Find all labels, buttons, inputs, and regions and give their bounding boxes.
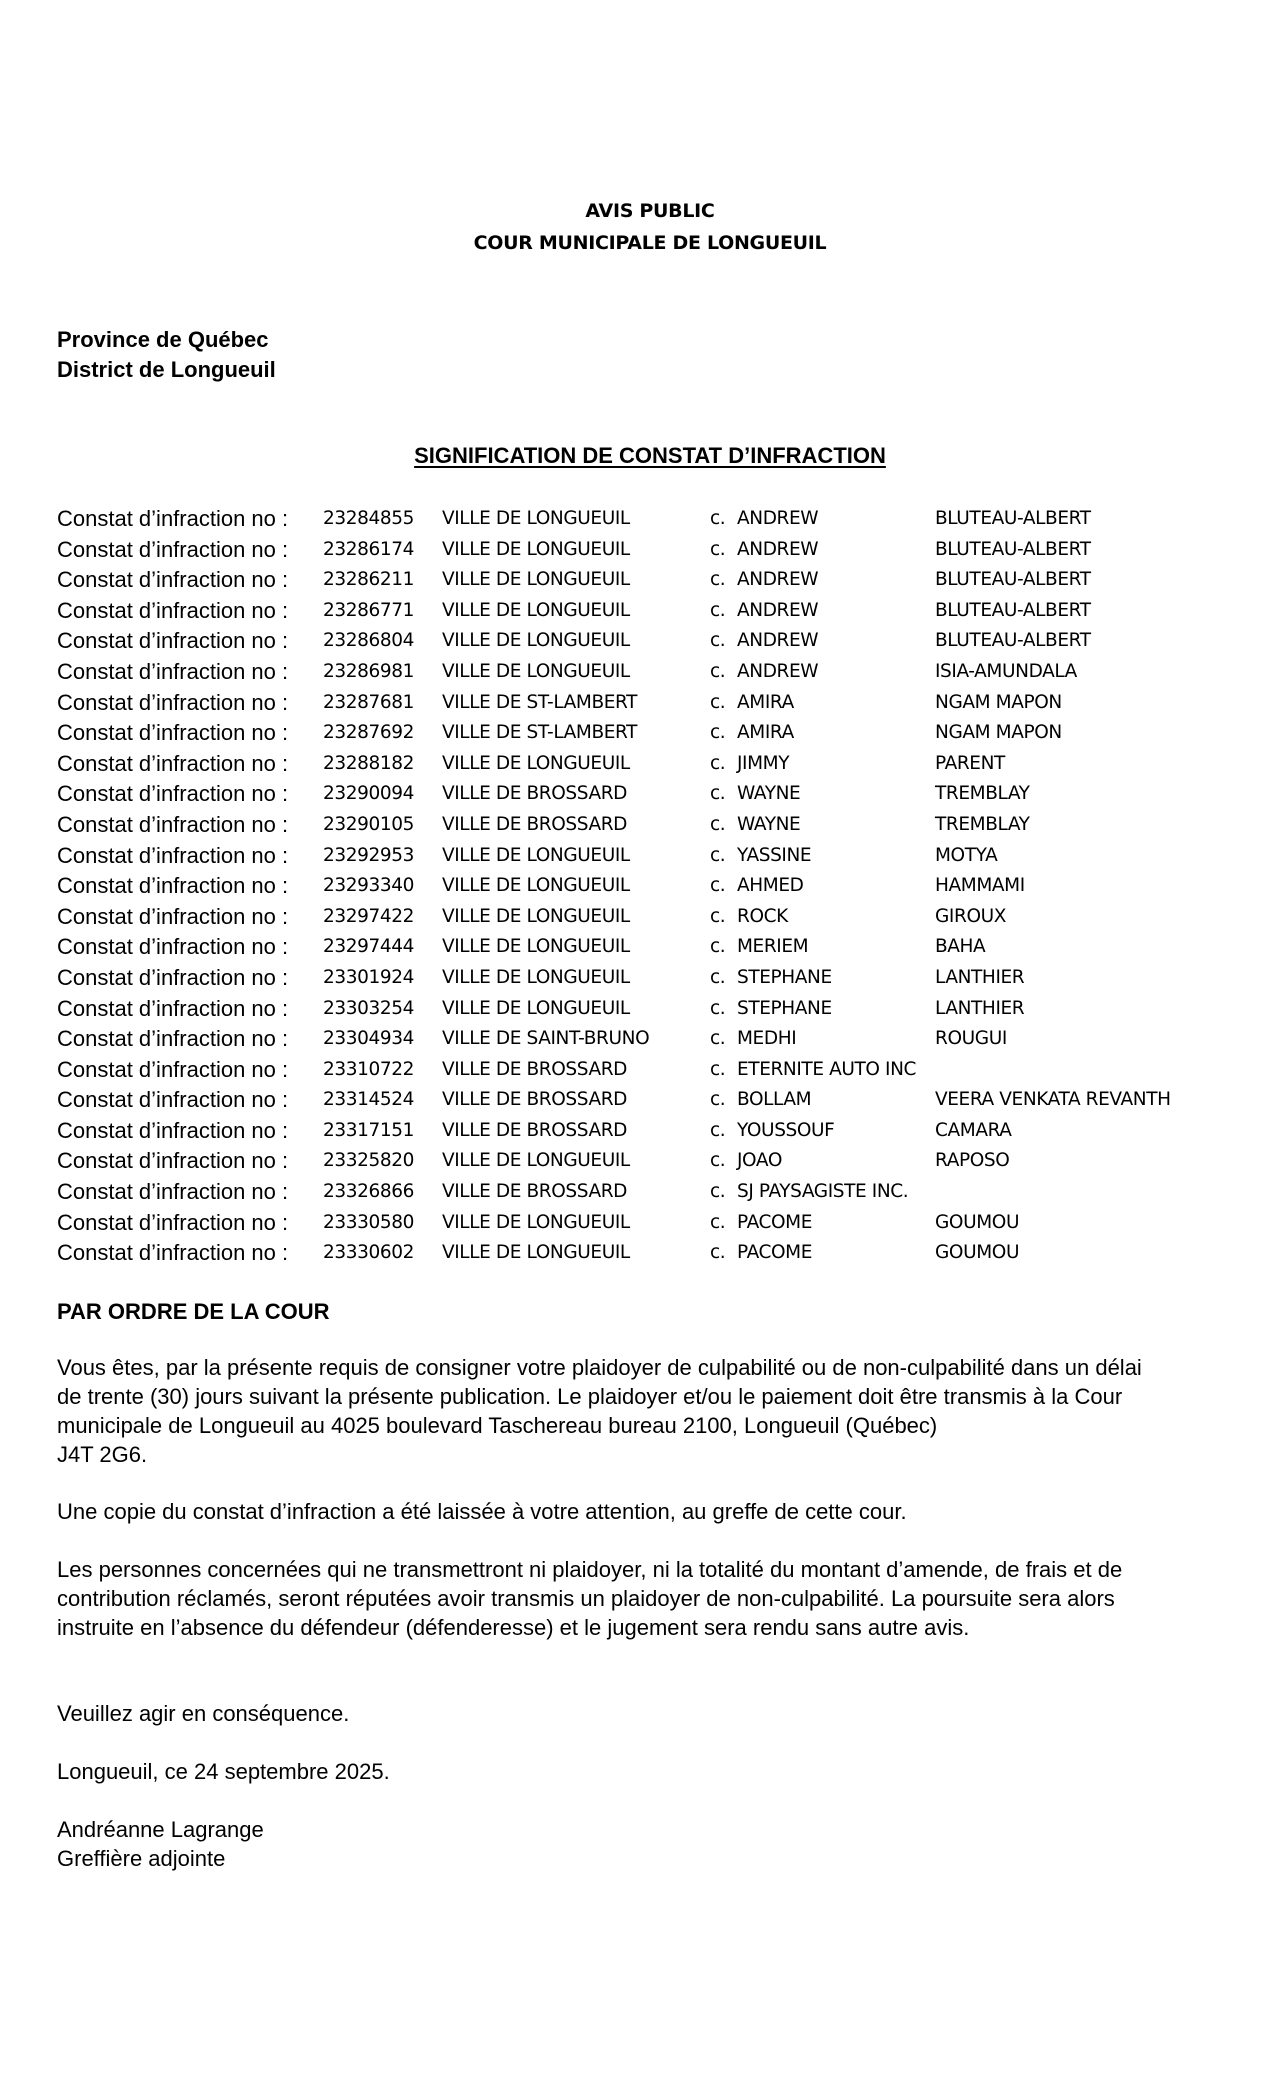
infraction-label: Constat d’infraction no : [57, 1026, 289, 1052]
infraction-number: 23301924 [323, 966, 414, 988]
defendant-last-name: BLUTEAU-ALBERT [935, 599, 1091, 621]
infraction-row [57, 718, 1257, 749]
infraction-label: Constat d’infraction no : [57, 720, 289, 746]
infraction-number: 23288182 [323, 752, 414, 774]
infraction-number: 23326866 [323, 1181, 414, 1203]
infraction-number: 23303254 [323, 997, 414, 1019]
prosecutor-city: VILLE DE LONGUEUIL [442, 997, 630, 1019]
signature-name: Andréanne Lagrange [57, 1817, 264, 1842]
defendant-last-name: BLUTEAU-ALBERT [935, 630, 1091, 652]
defendant-first-name: MEDHI [737, 1028, 797, 1050]
infraction-number: 23310722 [323, 1058, 414, 1080]
prosecutor-city: VILLE DE LONGUEUIL [442, 905, 630, 927]
versus-marker: c. [710, 813, 726, 835]
infraction-label: Constat d’infraction no : [57, 842, 289, 868]
infraction-row [57, 504, 1257, 535]
infraction-number: 23290094 [323, 783, 414, 805]
paragraph-line: de trente (30) jours suivant la présente publication. Le plaidoyer et/ou le paiement doit être transmis à la Cour [57, 1384, 1123, 1409]
infraction-number: 23290105 [323, 813, 414, 835]
infraction-row [57, 688, 1257, 719]
infraction-row [57, 902, 1257, 933]
prosecutor-city: VILLE DE LONGUEUIL [442, 538, 630, 560]
versus-marker: c. [710, 752, 726, 774]
paragraph-line: instruite en l’absence du défendeur (défenderesse) et le jugement sera rendu sans autre avis. [57, 1615, 970, 1640]
infraction-row [57, 749, 1257, 780]
defendant-last-name: LANTHIER [935, 966, 1025, 988]
defendant-last-name: NGAM MAPON [935, 691, 1062, 713]
defendant-last-name: LANTHIER [935, 997, 1025, 1019]
versus-marker: c. [710, 1150, 726, 1172]
province-label: Province de Québec [57, 327, 269, 352]
defendant-first-name: BOLLAM [737, 1089, 812, 1111]
district-label: District de Longueuil [57, 357, 276, 382]
prosecutor-city: VILLE DE BROSSARD [442, 813, 628, 835]
infraction-label: Constat d’infraction no : [57, 781, 289, 807]
infraction-label: Constat d’infraction no : [57, 567, 289, 593]
defendant-last-name: ISIA-AMUNDALA [935, 660, 1077, 682]
infraction-row [57, 626, 1257, 657]
versus-marker: c. [710, 508, 726, 529]
infraction-label: Constat d’infraction no : [57, 1087, 289, 1113]
versus-marker: c. [710, 1089, 726, 1111]
infraction-row [57, 1238, 1257, 1269]
defendant-last-name: HAMMAMI [935, 875, 1025, 897]
prosecutor-city: VILLE DE LONGUEUIL [442, 1211, 630, 1233]
prosecutor-city: VILLE DE LONGUEUIL [442, 752, 630, 774]
versus-marker: c. [710, 1181, 726, 1203]
prosecutor-city: VILLE DE LONGUEUIL [442, 936, 630, 958]
infraction-row [57, 657, 1257, 688]
infraction-label: Constat d’infraction no : [57, 597, 289, 623]
versus-marker: c. [710, 660, 726, 682]
infraction-label: Constat d’infraction no : [57, 750, 289, 776]
defendant-first-name: YASSINE [737, 844, 812, 866]
infraction-row [57, 1085, 1257, 1116]
defendant-last-name: BLUTEAU-ALBERT [935, 538, 1091, 560]
infraction-label: Constat d’infraction no : [57, 1056, 289, 1082]
infraction-row [57, 1177, 1257, 1208]
prosecutor-city: VILLE DE LONGUEUIL [442, 966, 630, 988]
defendant-first-name: PACOME [737, 1211, 813, 1233]
notice-type-heading: AVIS PUBLIC [585, 200, 715, 222]
order-heading: PAR ORDRE DE LA COUR [57, 1299, 330, 1324]
defendant-last-name: BLUTEAU-ALBERT [935, 508, 1091, 529]
versus-marker: c. [710, 691, 726, 713]
paragraph-line: Vous êtes, par la présente requis de consigner votre plaidoyer de culpabilité ou de non-culpabilité dans un délai [57, 1355, 1142, 1380]
infraction-number: 23330580 [323, 1211, 414, 1233]
infraction-label: Constat d’infraction no : [57, 658, 289, 684]
defendant-first-name: MERIEM [737, 936, 809, 958]
defendant-first-name: YOUSSOUF [737, 1119, 835, 1141]
defendant-first-name: ANDREW [737, 599, 819, 621]
infraction-label: Constat d’infraction no : [57, 964, 289, 990]
defendant-last-name: RAPOSO [935, 1150, 1010, 1172]
infraction-label: Constat d’infraction no : [57, 903, 289, 929]
defendant-last-name: TREMBLAY [935, 783, 1030, 805]
infraction-row [57, 810, 1257, 841]
defendant-first-name: ANDREW [737, 630, 819, 652]
defendant-first-name: ANDREW [737, 660, 819, 682]
infraction-row [57, 841, 1257, 872]
prosecutor-city: VILLE DE ST-LAMBERT [442, 691, 638, 713]
paragraph-consequences [57, 1555, 1227, 1642]
defendant-first-name: AHMED [737, 875, 804, 897]
defendant-last-name: CAMARA [935, 1119, 1012, 1141]
infraction-number: 23330602 [323, 1242, 414, 1264]
prosecutor-city: VILLE DE LONGUEUIL [442, 660, 630, 682]
defendant-last-name: TREMBLAY [935, 813, 1030, 835]
paragraph-line: municipale de Longueuil au 4025 boulevard Taschereau bureau 2100, Longueuil (Québec) [57, 1413, 938, 1438]
infraction-label: Constat d’infraction no : [57, 1209, 289, 1235]
prosecutor-city: VILLE DE LONGUEUIL [442, 844, 630, 866]
infraction-number: 23317151 [323, 1119, 414, 1141]
infraction-row [57, 565, 1257, 596]
prosecutor-city: VILLE DE LONGUEUIL [442, 599, 630, 621]
versus-marker: c. [710, 936, 726, 958]
prosecutor-city: VILLE DE LONGUEUIL [442, 1242, 630, 1264]
infraction-number: 23287692 [323, 722, 414, 744]
versus-marker: c. [710, 783, 726, 805]
infraction-label: Constat d’infraction no : [57, 1179, 289, 1205]
infraction-number: 23287681 [323, 691, 414, 713]
defendant-first-name: WAYNE [737, 783, 801, 805]
defendant-first-name: WAYNE [737, 813, 801, 835]
prosecutor-city: VILLE DE BROSSARD [442, 1089, 628, 1111]
infraction-label: Constat d’infraction no : [57, 811, 289, 837]
section-title: SIGNIFICATION DE CONSTAT D’INFRACTION [414, 443, 886, 468]
versus-marker: c. [710, 1211, 726, 1233]
infraction-row [57, 1116, 1257, 1147]
infraction-number: 23297422 [323, 905, 414, 927]
paragraph-line: Les personnes concernées qui ne transmettront ni plaidoyer, ni la totalité du montant d’amende, de frais et de [57, 1557, 1123, 1582]
defendant-last-name: MOTYA [935, 844, 998, 866]
defendant-first-name: STEPHANE [737, 997, 832, 1019]
versus-marker: c. [710, 905, 726, 927]
prosecutor-city: VILLE DE SAINT-BRUNO [442, 1028, 650, 1050]
defendant-last-name: GIROUX [935, 905, 1007, 927]
infraction-row [57, 963, 1257, 994]
signature-title: Greffière adjointe [57, 1846, 226, 1871]
defendant-first-name: JOAO [737, 1150, 782, 1172]
paragraph-plea-request [57, 1353, 1227, 1469]
infraction-number: 23286771 [323, 599, 414, 621]
infraction-list [57, 504, 1257, 1269]
defendant-first-name: ETERNITE AUTO INC [737, 1058, 917, 1080]
versus-marker: c. [710, 599, 726, 621]
infraction-label: Constat d’infraction no : [57, 536, 289, 562]
infraction-row [57, 871, 1257, 902]
infraction-row [57, 535, 1257, 566]
versus-marker: c. [710, 997, 726, 1019]
prosecutor-city: VILLE DE LONGUEUIL [442, 1150, 630, 1172]
versus-marker: c. [710, 844, 726, 866]
infraction-row [57, 994, 1257, 1025]
defendant-first-name: ROCK [737, 905, 788, 927]
defendant-last-name: ROUGUI [935, 1028, 1007, 1050]
defendant-first-name: AMIRA [737, 691, 794, 713]
versus-marker: c. [710, 538, 726, 560]
defendant-first-name: JIMMY [737, 752, 790, 774]
infraction-number: 23297444 [323, 936, 414, 958]
infraction-number: 23286174 [323, 538, 414, 560]
infraction-label: Constat d’infraction no : [57, 1240, 289, 1266]
versus-marker: c. [710, 966, 726, 988]
versus-marker: c. [710, 875, 726, 897]
infraction-number: 23325820 [323, 1150, 414, 1172]
defendant-last-name: GOUMOU [935, 1211, 1020, 1233]
defendant-last-name: BLUTEAU-ALBERT [935, 569, 1091, 591]
paragraph-act-accordingly: Veuillez agir en conséquence. [57, 1701, 350, 1726]
paragraph-copy-notice: Une copie du constat d’infraction a été laissée à votre attention, au greffe de cette cour. [57, 1499, 907, 1524]
infraction-row [57, 1024, 1257, 1055]
infraction-label: Constat d’infraction no : [57, 934, 289, 960]
versus-marker: c. [710, 1242, 726, 1264]
infraction-label: Constat d’infraction no : [57, 873, 289, 899]
infraction-label: Constat d’infraction no : [57, 506, 289, 531]
infraction-number: 23292953 [323, 844, 414, 866]
infraction-number: 23304934 [323, 1028, 414, 1050]
defendant-first-name: ANDREW [737, 508, 819, 529]
versus-marker: c. [710, 569, 726, 591]
prosecutor-city: VILLE DE LONGUEUIL [442, 508, 630, 529]
defendant-last-name: GOUMOU [935, 1242, 1020, 1264]
infraction-row [57, 779, 1257, 810]
prosecutor-city: VILLE DE ST-LAMBERT [442, 722, 638, 744]
infraction-row [57, 596, 1257, 627]
paragraph-line: J4T 2G6. [57, 1442, 148, 1467]
defendant-last-name: NGAM MAPON [935, 722, 1062, 744]
paragraph-line: contribution réclamés, seront réputées avoir transmis un plaidoyer de non-culpabilité. La poursuite sera alors [57, 1586, 1115, 1611]
defendant-first-name: AMIRA [737, 722, 794, 744]
infraction-row [57, 1146, 1257, 1177]
infraction-row [57, 1055, 1257, 1086]
versus-marker: c. [710, 1028, 726, 1050]
versus-marker: c. [710, 1058, 726, 1080]
infraction-label: Constat d’infraction no : [57, 1117, 289, 1143]
court-name-heading: COUR MUNICIPALE DE LONGUEUIL [473, 232, 827, 254]
prosecutor-city: VILLE DE LONGUEUIL [442, 569, 630, 591]
infraction-row [57, 932, 1257, 963]
infraction-label: Constat d’infraction no : [57, 1148, 289, 1174]
infraction-number: 23314524 [323, 1089, 414, 1111]
infraction-label: Constat d’infraction no : [57, 689, 289, 715]
prosecutor-city: VILLE DE LONGUEUIL [442, 630, 630, 652]
prosecutor-city: VILLE DE BROSSARD [442, 1119, 628, 1141]
prosecutor-city: VILLE DE BROSSARD [442, 1058, 628, 1080]
defendant-first-name: ANDREW [737, 538, 819, 560]
infraction-label: Constat d’infraction no : [57, 995, 289, 1021]
defendant-last-name: VEERA VENKATA REVANTH [935, 1089, 1171, 1111]
infraction-number: 23286804 [323, 630, 414, 652]
infraction-label: Constat d’infraction no : [57, 628, 289, 654]
versus-marker: c. [710, 630, 726, 652]
prosecutor-city: VILLE DE BROSSARD [442, 1181, 628, 1203]
infraction-number: 23284855 [323, 508, 414, 529]
defendant-first-name: ANDREW [737, 569, 819, 591]
defendant-first-name: SJ PAYSAGISTE INC. [737, 1181, 909, 1203]
defendant-first-name: STEPHANE [737, 966, 832, 988]
date-line: Longueuil, ce 24 septembre 2025. [57, 1759, 390, 1784]
infraction-row [57, 1208, 1257, 1239]
infraction-number: 23293340 [323, 875, 414, 897]
defendant-last-name: BAHA [935, 936, 986, 958]
infraction-number: 23286211 [323, 569, 414, 591]
infraction-number: 23286981 [323, 660, 414, 682]
defendant-last-name: PARENT [935, 752, 1005, 774]
prosecutor-city: VILLE DE BROSSARD [442, 783, 628, 805]
defendant-first-name: PACOME [737, 1242, 813, 1264]
versus-marker: c. [710, 1119, 726, 1141]
versus-marker: c. [710, 722, 726, 744]
prosecutor-city: VILLE DE LONGUEUIL [442, 875, 630, 897]
